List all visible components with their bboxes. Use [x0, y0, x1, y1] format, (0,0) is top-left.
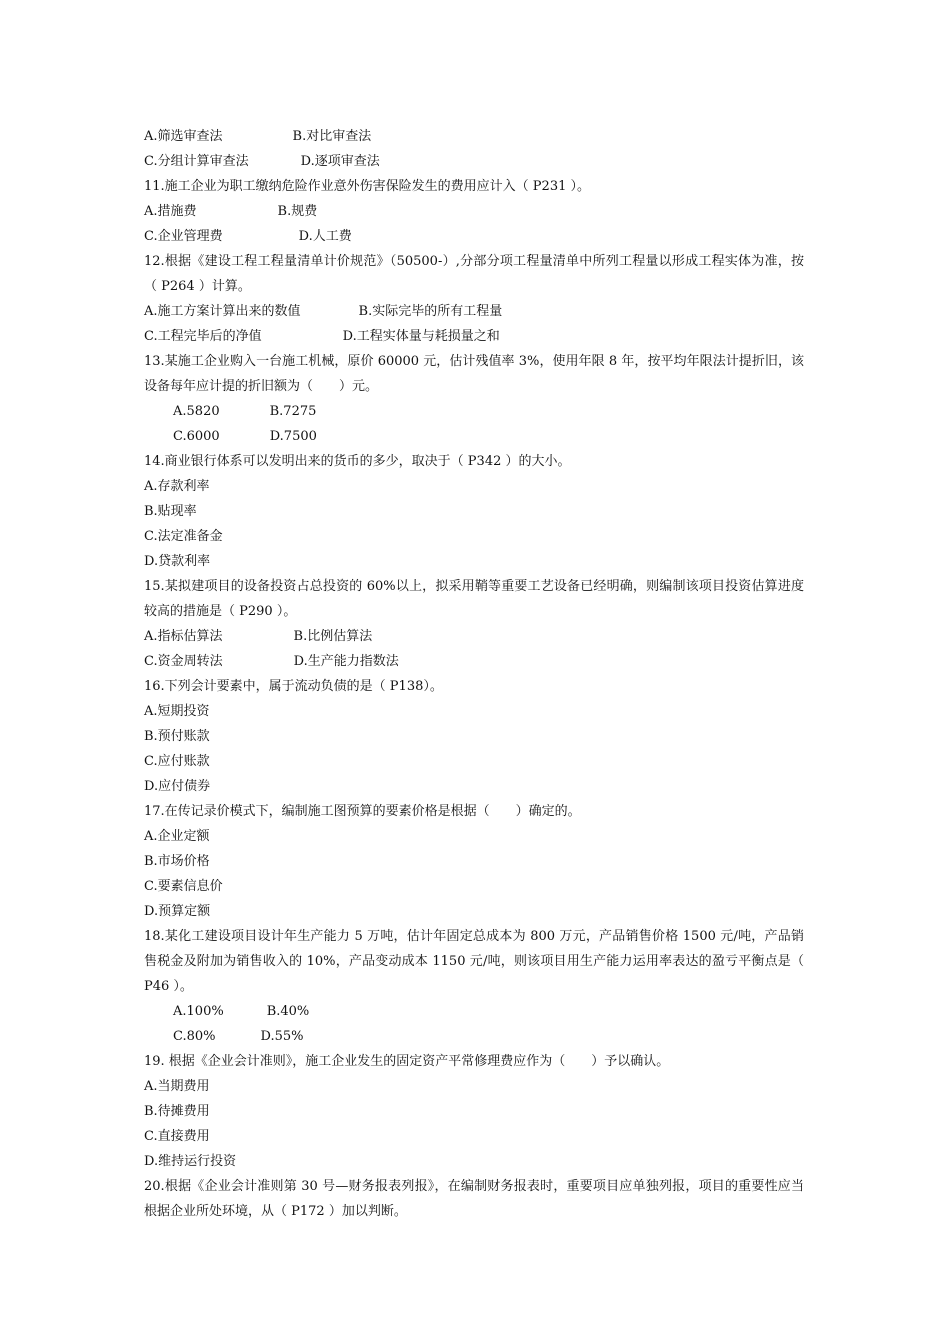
answer-option: B.实际完毕的所有工程量 — [358, 304, 503, 319]
answer-option: C.企业管理费 — [144, 229, 223, 244]
question-text: 14.商业银行体系可以发明出来的货币的多少，取决于（ P342 ）的大小。 — [144, 454, 571, 469]
answer-option: A.存款利率 — [144, 479, 210, 494]
answer-option: A.施工方案计算出来的数值 — [144, 304, 301, 319]
answer-option: D.预算定额 — [144, 904, 211, 919]
answer-option: C.6000 — [173, 429, 220, 444]
answer-option-row — [144, 124, 804, 149]
answer-option: B.7275 — [269, 404, 317, 419]
question-text: 11.施工企业为职工缴纳危险作业意外伤害保险发生的费用应计入（ P231 ）。 — [144, 179, 590, 194]
answer-option: A.措施费 — [144, 204, 197, 219]
answer-option: A.短期投资 — [144, 704, 210, 719]
answer-option: C.法定准备金 — [144, 529, 223, 544]
answer-option: D.生产能力指数法 — [293, 654, 399, 669]
answer-option: A.100% — [173, 1004, 224, 1019]
answer-option-row — [144, 299, 804, 324]
answer-option: D.逐项审查法 — [300, 154, 380, 169]
answer-option-row — [144, 199, 804, 224]
document-page — [144, 124, 804, 1224]
answer-option: B.比例估算法 — [293, 629, 373, 644]
answer-option: D.7500 — [269, 429, 317, 444]
answer-option-row — [144, 424, 804, 449]
answer-option: D.应付债券 — [144, 779, 211, 794]
question-text: 19. 根据《企业会计准则》，施工企业发生的固定资产平常修理费应作为（ ）予以确认。 — [144, 1054, 670, 1069]
answer-option-row — [144, 999, 804, 1024]
answer-option-row — [144, 1024, 804, 1049]
answer-option: A.5820 — [173, 404, 220, 419]
answer-option: C.应付账款 — [144, 754, 210, 769]
answer-option: D.工程实体量与耗损量之和 — [342, 329, 500, 344]
answer-option: A.企业定额 — [144, 829, 210, 844]
answer-option: A.当期费用 — [144, 1079, 210, 1094]
answer-option: B.市场价格 — [144, 854, 210, 869]
answer-option: B.贴现率 — [144, 504, 197, 519]
answer-option: C.分组计算审查法 — [144, 154, 249, 169]
answer-option: A.筛选审查法 — [144, 129, 223, 144]
answer-option: D.人工费 — [298, 229, 352, 244]
answer-option: C.直接费用 — [144, 1129, 210, 1144]
answer-option: C.要素信息价 — [144, 879, 223, 894]
answer-option: A.指标估算法 — [144, 629, 223, 644]
question-text: 18.某化工建设项目设计年生产能力 5 万吨，估计年固定总成本为 800 万元，产品销售价格 1500 元/吨，产品销售税金及附加为销售收入的 10%，产品变动成本 1150 元/吨，则该项目用生产能力运用率表达的盈亏平衡点是（ P46 ）。 — [144, 929, 804, 994]
answer-option-row — [144, 399, 804, 424]
answer-option: B.40% — [266, 1004, 310, 1019]
answer-option-row — [144, 224, 804, 249]
answer-option: C.工程完毕后的净值 — [144, 329, 262, 344]
question-text: 17.在传记录价模式下，编制施工图预算的要素价格是根据（ ）确定的。 — [144, 804, 581, 819]
answer-option-row — [144, 649, 804, 674]
answer-option: B.待摊费用 — [144, 1104, 210, 1119]
answer-option: C.资金周转法 — [144, 654, 223, 669]
answer-option: B.规费 — [277, 204, 318, 219]
answer-option-row — [144, 324, 804, 349]
question-text: 20.根据《企业会计准则第 30 号—财务报表列报》，在编制财务报表时，重要项目应单独列报，项目的重要性应当根据企业所处环境，从（ P172 ）加以判断。 — [144, 1179, 804, 1219]
answer-option-row — [144, 149, 804, 174]
question-text: 15.某拟建项目的设备投资占总投资的 60%以上，拟采用鞘等重要工艺设备已经明确，则编制该项目投资估算进度较高的措施是（ P290 ）。 — [144, 579, 804, 619]
answer-option: C.80% — [173, 1029, 216, 1044]
answer-option: D.55% — [260, 1029, 304, 1044]
answer-option-row — [144, 624, 804, 649]
answer-option: D.贷款利率 — [144, 554, 211, 569]
question-text: 16.下列会计要素中，属于流动负债的是（ P138）。 — [144, 679, 443, 694]
question-text: 12.根据《建设工程工程量清单计价规范》（50500-）,分部分项工程量清单中所列工程量以形成工程实体为准，按（ P264 ）计算。 — [144, 254, 804, 294]
answer-option: D.维持运行投资 — [144, 1154, 237, 1169]
answer-option: B.对比审查法 — [292, 129, 372, 144]
question-text: 13.某施工企业购入一台施工机械，原价 60000 元，估计残值率 3%，使用年限 8 年，按平均年限法计提折旧，该设备每年应计提的折旧额为（ ）元。 — [144, 354, 804, 394]
answer-option: B.预付账款 — [144, 729, 210, 744]
